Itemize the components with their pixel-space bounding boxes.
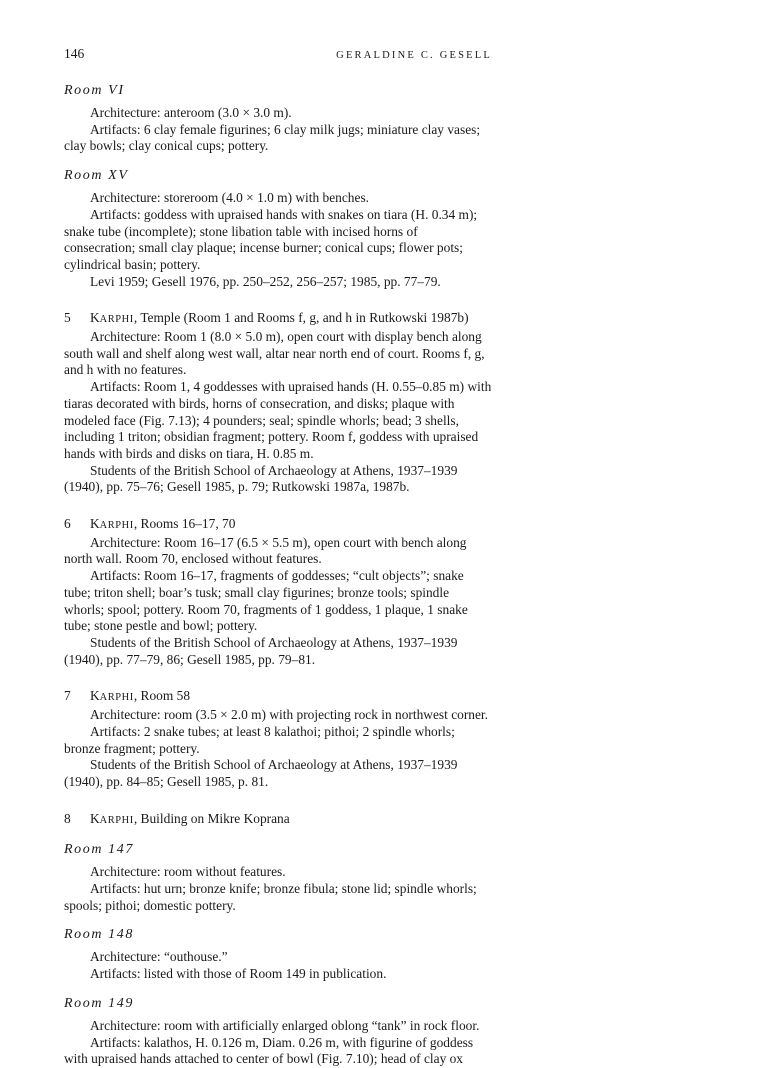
architecture-paragraph: Architecture: room (3.5 × 2.0 m) with projecting rock in northwest corner. (90, 707, 489, 723)
page-number: 146 (64, 46, 85, 61)
site-name-initial: K (90, 688, 100, 704)
artifacts-paragraph: Artifacts: 2 snake tubes; at least 8 kalathoi; pithoi; 2 spindle whorls; bronze fragment; pottery. (64, 723, 455, 756)
section-room-147 (64, 841, 492, 914)
site-name-smallcaps: ARPHI (99, 520, 134, 532)
references-paragraph: Students of the British School of Archaeology at Athens, 1937–1939 (1940), pp. 75–76; Gesell 1985, p. 79; Rutkowski 1987a, 1987b. (64, 462, 458, 495)
entry-number: 5 (64, 310, 71, 326)
architecture-paragraph: Architecture: Room 1 (8.0 × 5.0 m), open court with display bench along south wall and shelf along west wall, altar near north end of court. Rooms f, g, and h with no features. (64, 329, 485, 378)
entry-title-text (90, 811, 290, 830)
entry-number: 8 (64, 810, 71, 826)
entry-title-tail: , Rooms 16–17, 70 (133, 516, 236, 532)
section-room-149 (64, 995, 492, 1068)
artifacts-paragraph: Artifacts: Room 16–17, fragments of goddesses; “cult objects”; snake tube; triton shell; boar’s tusk; small clay figurines; bronze tools; spindle whorls; spool; pottery. Room 70, fragments of 1 goddess, 1 plaque, 1 snake tube; stone pestle and bowl; pottery. (64, 568, 468, 634)
site-name-smallcaps: ARPHI (99, 814, 134, 826)
entry-title-tail: , Room 58 (133, 688, 191, 704)
architecture-paragraph: Architecture: room with artificially enlarged oblong “tank” in rock floor. (90, 1017, 480, 1033)
room-heading: Room VI (64, 83, 125, 98)
site-name-smallcaps: ARPHI (99, 314, 134, 326)
section-room-vi (64, 82, 492, 155)
entry-7 (64, 688, 492, 790)
entry-title-text (90, 516, 235, 535)
references-paragraph: Students of the British School of Archaeology at Athens, 1937–1939 (1940), pp. 84–85; Gesell 1985, p. 81. (64, 757, 458, 789)
running-head-author: GERALDINE C. GESELL (336, 50, 492, 61)
architecture-paragraph: Architecture: storeroom (4.0 × 1.0 m) with benches. (90, 190, 370, 206)
entry-5 (64, 310, 492, 496)
artifacts-paragraph: Artifacts: listed with those of Room 149 in publication. (90, 966, 387, 982)
entry-title-tail: , Building on Mikre Koprana (133, 810, 290, 826)
entry-title (64, 516, 492, 535)
entry-title (64, 811, 492, 830)
entry-title (64, 688, 492, 707)
entry-title (64, 310, 492, 329)
entry-number: 6 (64, 516, 71, 532)
artifacts-paragraph: Artifacts: Room 1, 4 goddesses with upraised hands (H. 0.55–0.85 m) with tiaras decorated with birds, horns of consecration, and disks; plaque with modeled face (Fig. 7.13); 4 pounders; seal; spindle whorls; bead; 3 shells, including 1 triton; obsidian fragment; pottery. Room f, goddess with upraised hands with birds and disks on tiara, H. 0.85 m. (64, 379, 492, 461)
entry-number: 7 (64, 688, 71, 704)
artifacts-paragraph: Artifacts: kalathos, H. 0.126 m, Diam. 0.26 m, with figurine of goddess with upraised hands attached to center of bowl (Fig. 7.10); head of clay ox (64, 1034, 474, 1067)
site-name-initial: K (90, 810, 100, 826)
architecture-paragraph: Architecture: “outhouse.” (90, 949, 228, 965)
architecture-paragraph: Architecture: room without features. (90, 864, 286, 880)
site-name-smallcaps: ARPHI (99, 692, 134, 704)
running-head (64, 46, 492, 62)
room-heading: Room 149 (64, 995, 134, 1011)
room-heading: Room 147 (64, 842, 134, 858)
references-paragraph: Students of the British School of Archaeology at Athens, 1937–1939 (1940), pp. 77–79, 86; Gesell 1985, pp. 79–81. (64, 634, 458, 667)
architecture-paragraph: Architecture: Room 16–17 (6.5 × 5.5 m), open court with bench along north wall. Room 70, enclosed without features. (64, 534, 467, 567)
artifacts-paragraph: Artifacts: 6 clay female figurines; 6 clay milk jugs; miniature clay vases; clay bowls; clay conical cups; pottery. (64, 121, 481, 154)
artifacts-paragraph: Artifacts: hut urn; bronze knife; bronze fibula; stone lid; spindle whorls; spools; pithoi; domestic pottery. (64, 881, 477, 913)
entry-6 (64, 516, 492, 668)
entry-8 (64, 811, 492, 830)
room-heading: Room XV (64, 168, 129, 184)
room-heading: Room 148 (64, 927, 134, 943)
architecture-paragraph: Architecture: anteroom (3.0 × 3.0 m). (90, 105, 292, 120)
site-name-initial: K (90, 310, 100, 326)
site-name-initial: K (90, 516, 100, 532)
entry-title-text (90, 688, 190, 707)
entry-title-tail: , Temple (Room 1 and Rooms f, g, and h in Rutkowski 1987b) (133, 310, 469, 326)
document-page (64, 46, 492, 1068)
entry-title-text (90, 310, 469, 329)
section-room-xv (64, 167, 492, 290)
section-room-148 (64, 926, 492, 982)
artifacts-paragraph: Artifacts: goddess with upraised hands with snakes on tiara (H. 0.34 m); snake tube (incomplete); stone libation table with incised horns of consecration; small clay plaque; incense burner; conical cups; flower pots; cylindrical basin; pottery. (64, 206, 478, 272)
references-paragraph: Levi 1959; Gesell 1976, pp. 250–252, 256–257; 1985, pp. 77–79. (90, 273, 441, 289)
